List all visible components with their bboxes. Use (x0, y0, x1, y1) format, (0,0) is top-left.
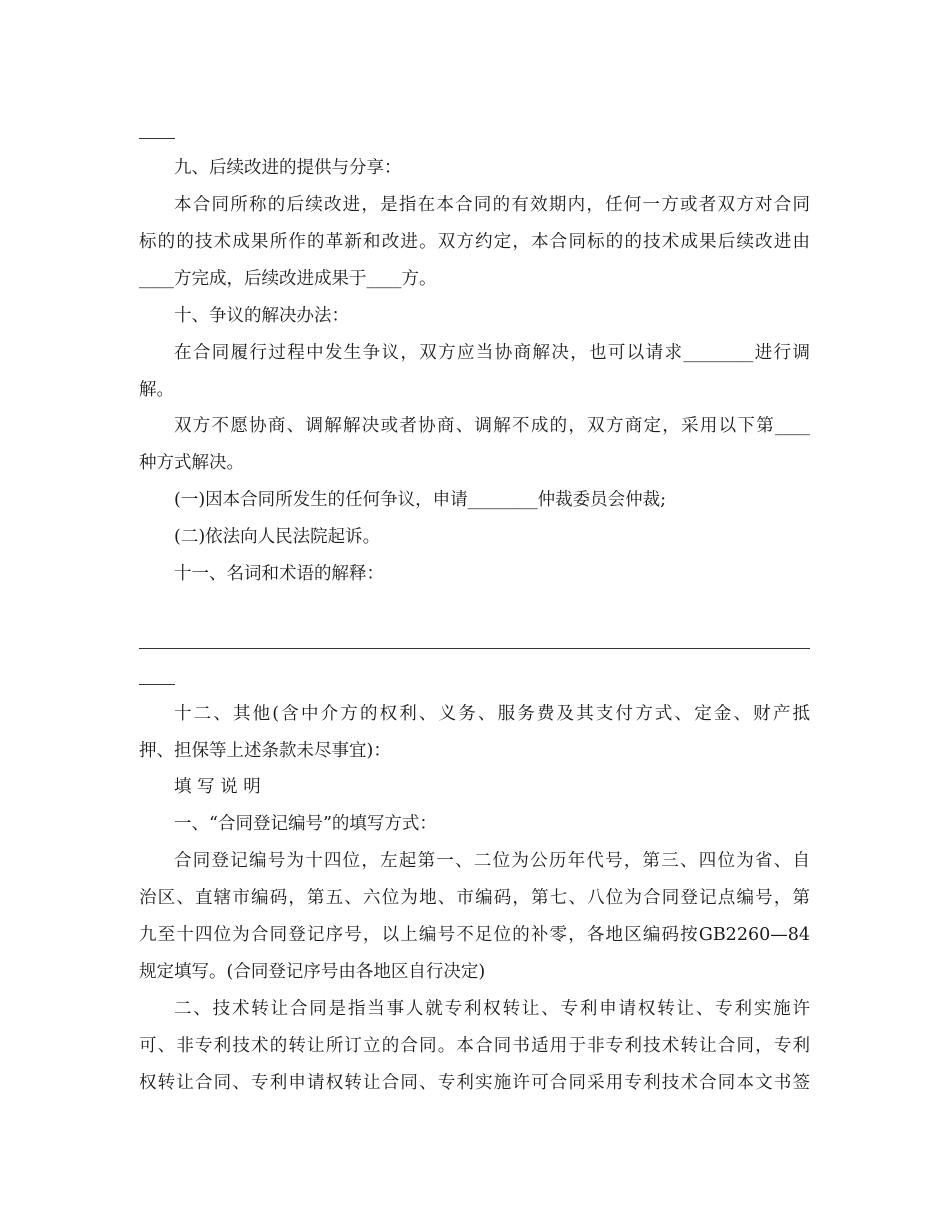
paragraph-line: ____方完成，后续改进成果于____方。 (139, 269, 437, 289)
paragraph-line: 可、非专利技术的转让所订立的合同。本合同书适用于非专利技术转让合同，专利 (139, 1036, 810, 1056)
section-heading: 九、后续改进的提供与分享： (174, 158, 402, 178)
blank-underline (139, 138, 175, 139)
paragraph-line: 治区、直辖市编码，第五、六位为地、市编码，第七、八位为合同登记点编号，第 (139, 888, 810, 908)
section-heading: 一、“合同登记编号”的填写方式： (174, 814, 437, 834)
list-item: (二)依法向人民法院起诉。 (174, 527, 381, 547)
subtitle: 填 写 说 明 (174, 777, 261, 797)
paragraph-line: 九至十四位为合同登记序号，以上编号不足位的补零，各地区编码按GB2260—84 (139, 925, 810, 945)
paragraph-line: 标的的技术成果所作的革新和改进。双方约定，本合同标的的技术成果后续改进由 (139, 232, 810, 252)
paragraph-line: 二、技术转让合同是指当事人就专利权转让、专利申请权转让、专利实施许 (174, 999, 810, 1019)
section-heading: 十、争议的解决办法： (174, 306, 349, 326)
paragraph-line: 押、担保等上述条款未尽事宜)： (139, 741, 391, 761)
paragraph-line: 解。 (139, 380, 174, 400)
section-heading: 十一、名词和术语的解释： (174, 564, 384, 584)
paragraph-line: 权转让合同、专利申请权转让合同、专利实施许可合同采用专利技术合同本文书签 (139, 1073, 810, 1093)
list-item: (一)因本合同所发生的任何争议，申请________仲裁委员会仲裁; (174, 490, 667, 510)
paragraph-line: 本合同所称的后续改进，是指在本合同的有效期内，任何一方或者双方对合同 (174, 195, 810, 215)
paragraph-line: 种方式解决。 (139, 453, 244, 473)
paragraph-line: 规定填写。(合同登记序号由各地区自行决定) (139, 962, 486, 982)
paragraph-line: 双方不愿协商、调解解决或者协商、调解不成的，双方商定，采用以下第____ (174, 416, 810, 436)
blank-underline (139, 684, 175, 685)
blank-underline (139, 648, 810, 649)
paragraph-line: 在合同履行过程中发生争议，双方应当协商解决，也可以请求________进行调 (174, 343, 810, 363)
section-heading: 十二、其他(含中介方的权利、义务、服务费及其支付方式、定金、财产抵 (174, 704, 810, 724)
paragraph-line: 合同登记编号为十四位，左起第一、二位为公历年代号，第三、四位为省、自 (174, 851, 810, 871)
